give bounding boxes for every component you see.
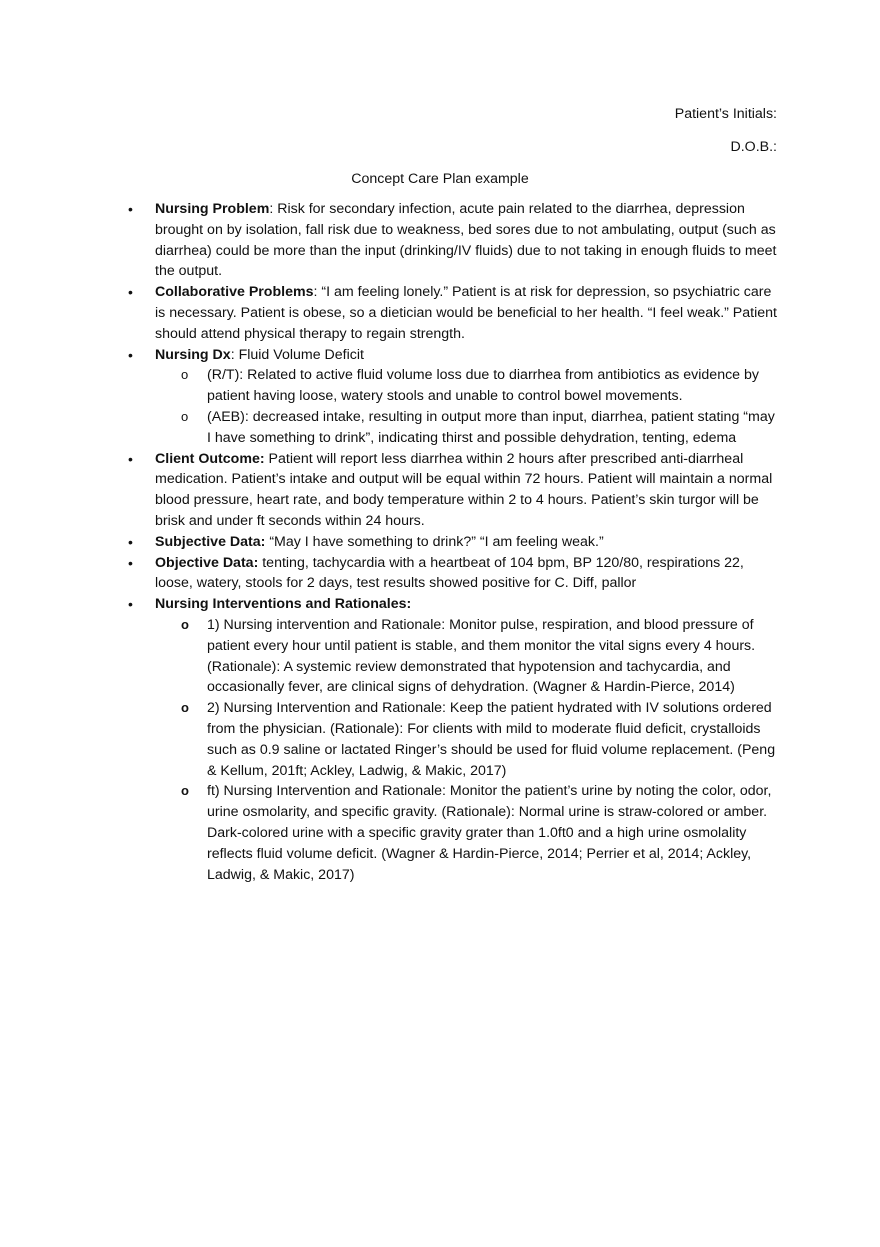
- bullet-circle: o: [181, 616, 189, 632]
- sub-list-item: [181, 698, 779, 781]
- bullet-circle: o: [181, 408, 189, 424]
- list-item-collaborative-problems: [128, 282, 779, 344]
- list-item-interventions: [128, 594, 779, 885]
- bullet-circle: o: [181, 367, 189, 383]
- list-item-client-outcome: [128, 449, 779, 532]
- list-item-nursing-problem: [128, 199, 779, 282]
- subjective-data-text: “May I have something to drink?” “I am feeling weak.”: [265, 533, 604, 550]
- as-evidenced-by-text: (AEB): decreased intake, resulting in output more than input, diarrhea, patient stating “may I have something to drink”, indicating thirst and possible dehydration, tenting, edema: [207, 408, 775, 446]
- nursing-problem-label: Nursing Problem: [155, 201, 270, 217]
- nursing-dx-label: Nursing Dx: [155, 346, 231, 363]
- interventions-label: Nursing Interventions and Rationales:: [155, 596, 412, 613]
- nursing-dx-sublist: [155, 365, 779, 448]
- list-item-subjective-data: [128, 532, 779, 553]
- bullet-disc: •: [128, 284, 133, 301]
- related-to-text: (R/T): Related to active fluid volume loss due to diarrhea from antibiotics as evidence by patient having loose, watery stools and unable to control bowel movements.: [207, 367, 759, 405]
- objective-data-text: tenting, tachycardia with a heartbeat of 104 bpm, BP 120/80, respirations 22, loose, watery, stools for 2 days, test results showed positive for C. Diff, pallor: [155, 554, 744, 592]
- objective-data-label: Objective Data:: [155, 554, 259, 571]
- nursing-dx-text: : Fluid Volume Deficit: [230, 346, 364, 363]
- sub-list-item: [181, 365, 779, 407]
- bullet-disc: •: [128, 201, 133, 217]
- care-plan-list: [128, 199, 779, 885]
- collaborative-problems-label: Collaborative Problems: [155, 284, 314, 301]
- bullet-disc: •: [128, 533, 133, 550]
- bullet-circle: o: [181, 783, 189, 799]
- sub-list-item: [181, 407, 779, 449]
- intervention-3-text: ft) Nursing Intervention and Rationale: Monitor the patient’s urine by noting the color, odor, urine osmolarity, and specific gravity. (Rationale): Normal urine is straw-colored or amber. Dark-colored urine with a specific gravity grater than 1.0ft0 and a high urine osmolality reflects fluid volume deficit. (Wagner & Hardin-Pierce, 2014; Perrier et al, 2014; Ackley, Ladwig, & Makic, 2017): [207, 783, 772, 883]
- client-outcome-text: Patient will report less diarrhea within 2 hours after prescribed anti-diarrheal medication. Patient’s intake and output will be equal within 72 hours. Patient will maintain a normal blood pressure, heart rate, and body temperature within 2 to 4 hours. Patient’s skin turgor will be brisk and under ft seconds within 24 hours.: [155, 450, 773, 529]
- dob-label: D.O.B.:: [730, 139, 777, 155]
- bullet-disc: •: [128, 346, 133, 363]
- patient-initials-label: Patient’s Initials:: [674, 106, 777, 122]
- bullet-disc: •: [128, 596, 133, 613]
- page-title: Concept Care Plan example: [351, 171, 529, 187]
- intervention-2-text: 2) Nursing Intervention and Rationale: Keep the patient hydrated with IV solutions ordered from the physician. (Rationale): For clients with mild to moderate fluid deficit, crystalloids such as 0.9 saline or lactated Ringer’s should be used for fluid volume replacement. (Peng & Kellum, 201ft; Ackley, Ladwig, & Makic, 2017): [207, 700, 776, 779]
- bullet-disc: •: [128, 450, 133, 467]
- collaborative-problems-text: : “I am feeling lonely.” Patient is at risk for depression, so psychiatric care is necessary. Patient is obese, so a dietician would be beneficial to her health. “I feel weak.” Patient should attend physical therapy to regain strength.: [155, 284, 777, 342]
- client-outcome-label: Client Outcome:: [155, 450, 265, 467]
- list-item-objective-data: [128, 553, 779, 595]
- sub-list-item: [181, 781, 779, 885]
- sub-list-item: [181, 615, 779, 698]
- bullet-circle: o: [181, 700, 189, 716]
- bullet-disc: •: [128, 554, 133, 571]
- nursing-problem-text: : Risk for secondary infection, acute pain related to the diarrhea, depression brought on by isolation, fall risk due to weakness, bed sores due to not ambulating, output (such as diarrhea) could be more than the input (drinking/IV fluids) due to not taking in enough fluids to meet the output.: [155, 201, 777, 280]
- subjective-data-label: Subjective Data:: [155, 533, 266, 550]
- intervention-1-text: 1) Nursing intervention and Rationale: Monitor pulse, respiration, and blood pressure of patient every hour until patient is stable, and them monitor the vital signs every 4 hours. (Rationale): A systemic review demonstrated that hypotension and tachycardia, and occasionally fever, are clinical signs of dehydration. (Wagner & Hardin-Pierce, 2014): [207, 616, 756, 696]
- list-item-nursing-dx: [128, 345, 779, 449]
- interventions-sublist: [155, 615, 779, 885]
